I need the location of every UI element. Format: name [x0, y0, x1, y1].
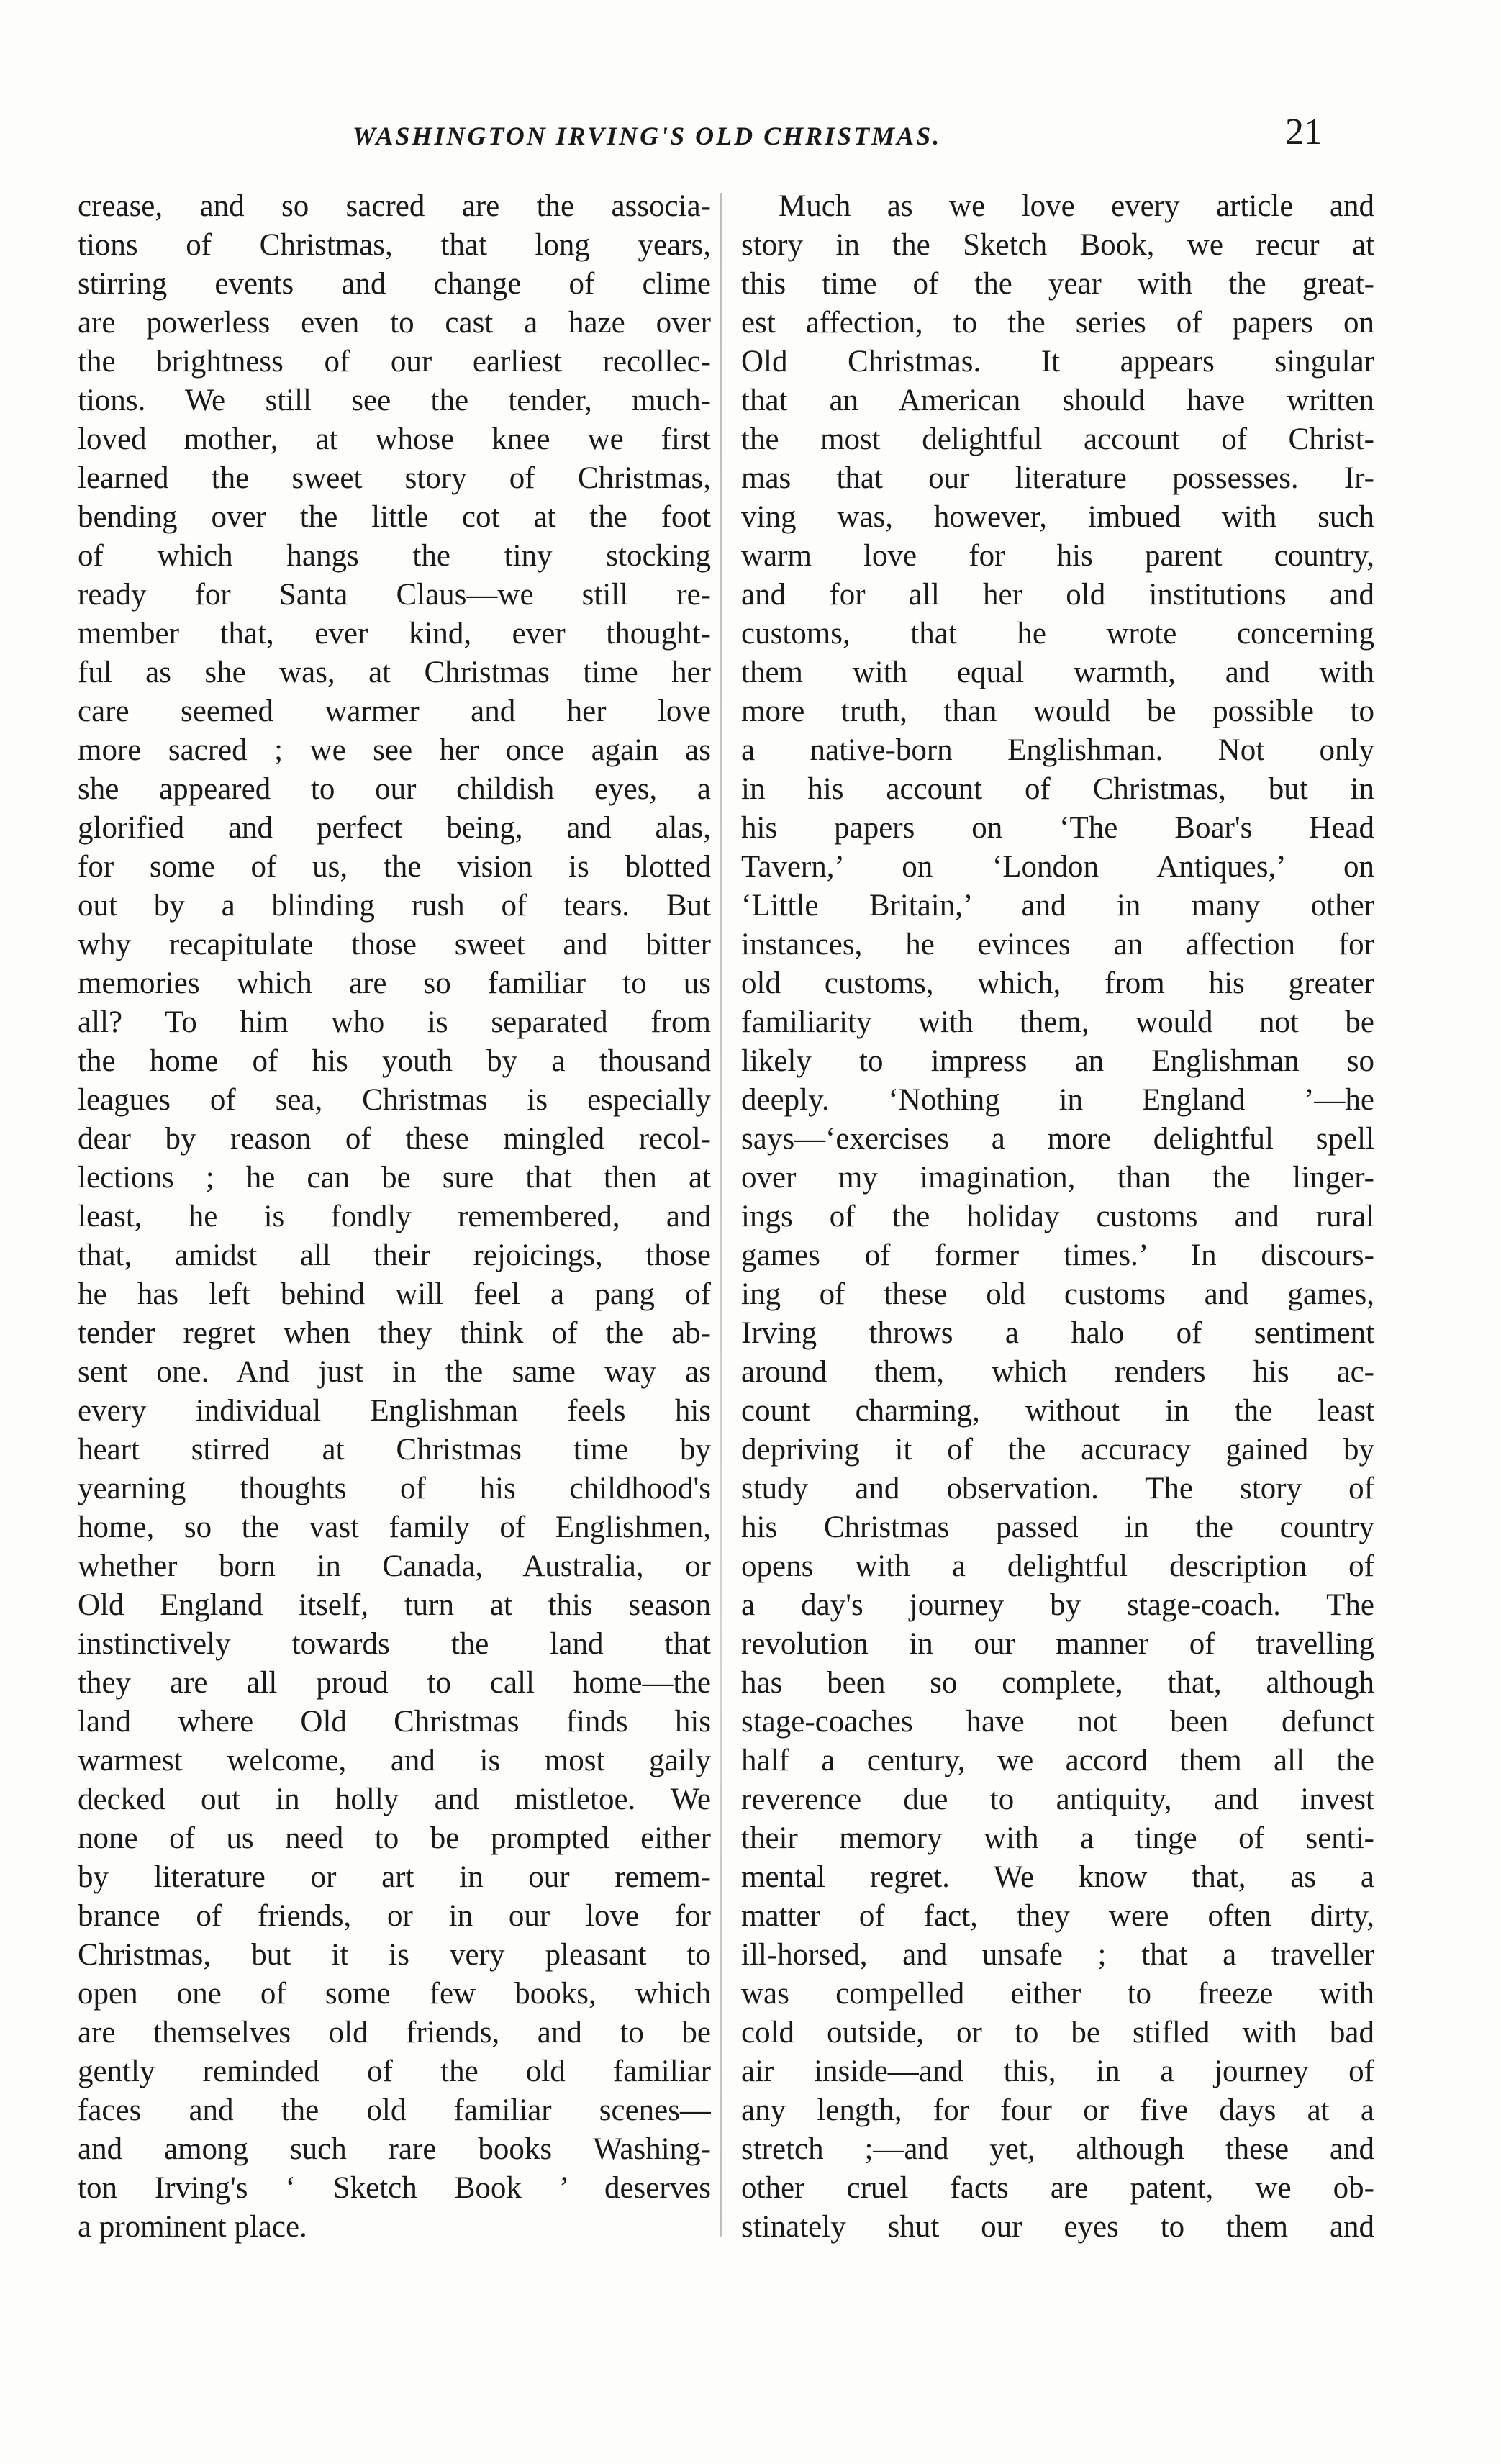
text-line: are powerless even to cast a haze over	[78, 306, 711, 340]
text-line: Old England itself, turn at this season	[78, 1588, 711, 1622]
text-line: depriving it of the accuracy gained by	[741, 1433, 1374, 1467]
text-line: tions of Christmas, that long years,	[78, 228, 711, 262]
text-line: other cruel facts are patent, we ob-	[741, 2171, 1374, 2205]
text-line: instances, he evinces an affection for	[741, 928, 1374, 961]
column-divider	[720, 193, 722, 2237]
text-line: a native-born Englishman. Not only	[741, 733, 1374, 767]
text-line: care seemed warmer and her love	[78, 694, 711, 728]
text-line: his papers on ‘The Boar's Head	[741, 811, 1374, 845]
text-line: Much as we love every article and	[779, 189, 1374, 223]
text-line: any length, for four or five days at a	[741, 2093, 1374, 2127]
text-line: none of us need to be prompted either	[78, 1821, 711, 1855]
text-line: ful as she was, at Christmas time her	[78, 656, 711, 689]
text-line: stage-coaches have not been defunct	[741, 1705, 1374, 1739]
running-header: WASHINGTON IRVING'S OLD CHRISTMAS.	[353, 122, 942, 150]
text-line: open one of some few books, which	[78, 1977, 711, 2011]
text-line: learned the sweet story of Christmas,	[78, 461, 711, 495]
text-line: ving was, however, imbued with such	[741, 500, 1374, 534]
text-line: this time of the year with the great-	[741, 267, 1374, 301]
text-line: matter of fact, they were often dirty,	[741, 1899, 1374, 1933]
text-line: says—‘exercises a more delightful spell	[741, 1122, 1374, 1156]
right-column	[741, 187, 1374, 2247]
text-line: bending over the little cot at the foot	[78, 500, 711, 534]
text-line: more sacred ; we see her once again as	[78, 733, 711, 767]
text-line: their memory with a tinge of senti-	[741, 1821, 1374, 1855]
text-line: the brightness of our earliest recollec-	[78, 345, 711, 379]
text-line: that an American should have written	[741, 384, 1374, 417]
text-line: Irving throws a halo of sentiment	[741, 1316, 1374, 1350]
text-line: memories which are so familiar to us	[78, 966, 711, 1000]
text-line: them with equal warmth, and with	[741, 656, 1374, 689]
text-line: loved mother, at whose knee we first	[78, 422, 711, 456]
text-line: cold outside, or to be stifled with bad	[741, 2016, 1374, 2049]
text-line: all? To him who is separated from	[78, 1005, 711, 1039]
text-line: the most delightful account of Christ-	[741, 422, 1374, 456]
text-line: she appeared to our childish eyes, a	[78, 772, 711, 806]
text-line: ready for Santa Claus—we still re-	[78, 578, 711, 612]
text-line: deeply. ‘Nothing in England ’—he	[741, 1083, 1374, 1117]
text-line: stirring events and change of clime	[78, 267, 711, 301]
text-line: out by a blinding rush of tears. But	[78, 889, 711, 923]
text-line: ings of the holiday customs and rural	[741, 1200, 1374, 1233]
text-line: warmest welcome, and is most gaily	[78, 1744, 711, 1777]
text-line: member that, ever kind, ever thought-	[78, 617, 711, 651]
text-line: leagues of sea, Christmas is especially	[78, 1083, 711, 1117]
text-line: Old Christmas. It appears singular	[741, 345, 1374, 379]
text-line: tender regret when they think of the ab-	[78, 1316, 711, 1350]
text-line: and among such rare books Washing-	[78, 2132, 711, 2166]
text-line: by literature or art in our remem-	[78, 1860, 711, 1894]
text-line: least, he is fondly remembered, and	[78, 1200, 711, 1233]
text-line: more truth, than would be possible to	[741, 694, 1374, 728]
text-line: story in the Sketch Book, we recur at	[741, 228, 1374, 262]
text-line: customs, that he wrote concerning	[741, 617, 1374, 651]
text-line: brance of friends, or in our love for	[78, 1899, 711, 1933]
text-line: whether born in Canada, Australia, or	[78, 1549, 711, 1583]
text-line: sent one. And just in the same way as	[78, 1355, 711, 1389]
text-line: ing of these old customs and games,	[741, 1277, 1374, 1311]
text-line: land where Old Christmas finds his	[78, 1705, 711, 1739]
text-line: heart stirred at Christmas time by	[78, 1433, 711, 1467]
text-line: for some of us, the vision is blotted	[78, 850, 711, 884]
text-line: air inside—and this, in a journey of	[741, 2055, 1374, 2088]
text-line: and for all her old institutions and	[741, 578, 1374, 612]
text-line: mas that our literature possesses. Ir-	[741, 461, 1374, 495]
text-line: old customs, which, from his greater	[741, 966, 1374, 1000]
text-line: in his account of Christmas, but in	[741, 772, 1374, 806]
text-line: dear by reason of these mingled recol-	[78, 1122, 711, 1156]
text-line: was compelled either to freeze with	[741, 1977, 1374, 2011]
text-line: are themselves old friends, and to be	[78, 2016, 711, 2049]
text-line: every individual Englishman feels his	[78, 1394, 711, 1428]
text-line: games of former times.’ In discours-	[741, 1238, 1374, 1272]
text-line: faces and the old familiar scenes—	[78, 2093, 711, 2127]
text-line: glorified and perfect being, and alas,	[78, 811, 711, 845]
text-line: ton Irving's ‘ Sketch Book ’ deserves	[78, 2171, 711, 2205]
text-line: count charming, without in the least	[741, 1394, 1374, 1428]
text-line: crease, and so sacred are the associa-	[78, 189, 711, 223]
text-line: that, amidst all their rejoicings, those	[78, 1238, 711, 1272]
text-line: home, so the vast family of Englishmen,	[78, 1510, 711, 1544]
page-number: 21	[1285, 112, 1323, 153]
text-line: has been so complete, that, although	[741, 1666, 1374, 1700]
text-line: reverence due to antiquity, and invest	[741, 1783, 1374, 1816]
text-line: stinately shut our eyes to them and	[741, 2210, 1374, 2244]
text-line: yearning thoughts of his childhood's	[78, 1472, 711, 1505]
text-line: study and observation. The story of	[741, 1472, 1374, 1505]
left-column	[78, 187, 711, 2247]
text-line: warm love for his parent country,	[741, 539, 1374, 573]
text-line: over my imagination, than the linger-	[741, 1161, 1374, 1195]
text-line: likely to impress an Englishman so	[741, 1044, 1374, 1078]
text-line: mental regret. We know that, as a	[741, 1860, 1374, 1894]
text-line: est affection, to the series of papers on	[741, 306, 1374, 340]
text-line: around them, which renders his ac-	[741, 1355, 1374, 1389]
text-line: of which hangs the tiny stocking	[78, 539, 711, 573]
text-line: ‘Little Britain,’ and in many other	[741, 889, 1374, 923]
text-line: Christmas, but it is very pleasant to	[78, 1938, 711, 1972]
text-line: they are all proud to call home—the	[78, 1666, 711, 1700]
text-line: his Christmas passed in the country	[741, 1510, 1374, 1544]
text-line: why recapitulate those sweet and bitter	[78, 928, 711, 961]
text-line: lections ; he can be sure that then at	[78, 1161, 711, 1195]
text-line: the home of his youth by a thousand	[78, 1044, 711, 1078]
text-line: stretch ;—and yet, although these and	[741, 2132, 1374, 2166]
text-line: revolution in our manner of travelling	[741, 1627, 1374, 1661]
text-line: decked out in holly and mistletoe. We	[78, 1783, 711, 1816]
text-line: a prominent place.	[78, 2210, 307, 2244]
text-line: Tavern,’ on ‘London Antiques,’ on	[741, 850, 1374, 884]
text-line: gently reminded of the old familiar	[78, 2055, 711, 2088]
text-line: tions. We still see the tender, much-	[78, 384, 711, 417]
text-line: instinctively towards the land that	[78, 1627, 711, 1661]
text-line: half a century, we accord them all the	[741, 1744, 1374, 1777]
text-line: opens with a delightful description of	[741, 1549, 1374, 1583]
text-line: ill-horsed, and unsafe ; that a traveller	[741, 1938, 1374, 1972]
text-line: familiarity with them, would not be	[741, 1005, 1374, 1039]
text-line: he has left behind will feel a pang of	[78, 1277, 711, 1311]
text-line: a day's journey by stage-coach. The	[741, 1588, 1374, 1622]
